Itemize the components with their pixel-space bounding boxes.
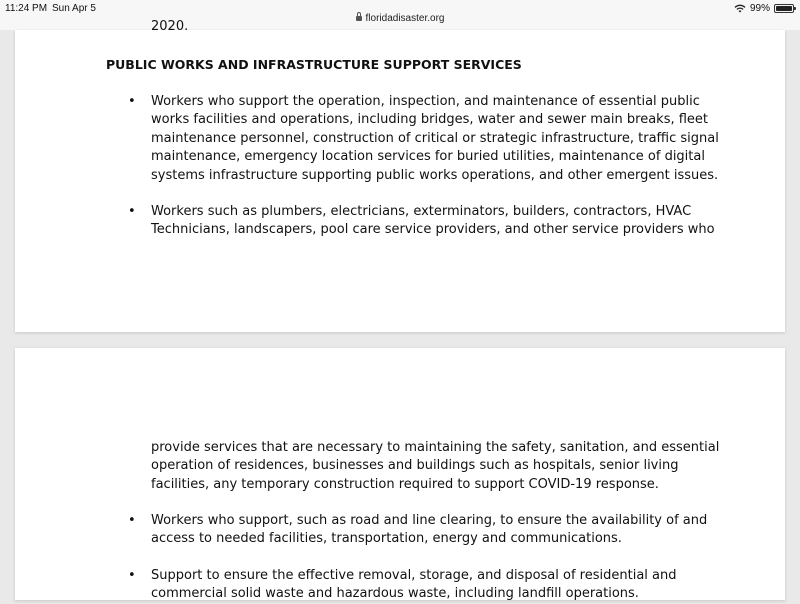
status-date: Sun Apr 5 [52, 3, 96, 14]
continuation-paragraph: provide services that are necessary to maintaining the safety, sanitation, and essential operation of residences, businesses and buildings such as hospitals, senior living facilities, any temporary construction required to support COVID-19 response. [151, 440, 720, 492]
list-item-text: Support to ensure the effective removal, storage, and disposal of residential and commercial solid waste and hazardous waste, including landfill operations. [151, 568, 677, 602]
list-item-text: Workers such as plumbers, electricians, exterminators, builders, contractors, HVAC Technicians, landscapers, pool care service providers, and other service providers who [151, 204, 715, 238]
wifi-icon [734, 4, 746, 13]
url-text: floridadisaster.org [365, 13, 445, 24]
document-page-2[interactable] [15, 348, 785, 600]
list-item-text: Workers who support the operation, inspection, and maintenance of essential public works facilities and operations, including bridges, water and sewer main breaks, fleet maintenance personnel, construction of critical or strategic infrastructure, traffic signal maintenance, emergency location services for buried utilities, maintenance of digital systems infrastructure supporting public works operations, and other emergent issues. [151, 94, 719, 183]
battery-icon [774, 4, 794, 13]
status-indicators [734, 3, 794, 14]
cut-off-text: 2020. [151, 19, 189, 34]
battery-percent: 99% [749, 3, 770, 14]
bullet-marker: • [128, 513, 136, 528]
bullet-marker: • [128, 94, 136, 109]
section-heading: PUBLIC WORKS AND INFRASTRUCTURE SUPPORT SERVICES [106, 57, 522, 72]
bullet-marker: • [128, 204, 136, 219]
status-time: 11:24 PM [5, 3, 48, 14]
battery-fill [776, 6, 792, 11]
bullet-marker: • [128, 568, 136, 583]
list-item-text: Workers who support, such as road and line clearing, to ensure the availability of and access to needed facilities, transportation, energy and communications. [151, 513, 708, 547]
document-page-1[interactable] [15, 19, 785, 332]
